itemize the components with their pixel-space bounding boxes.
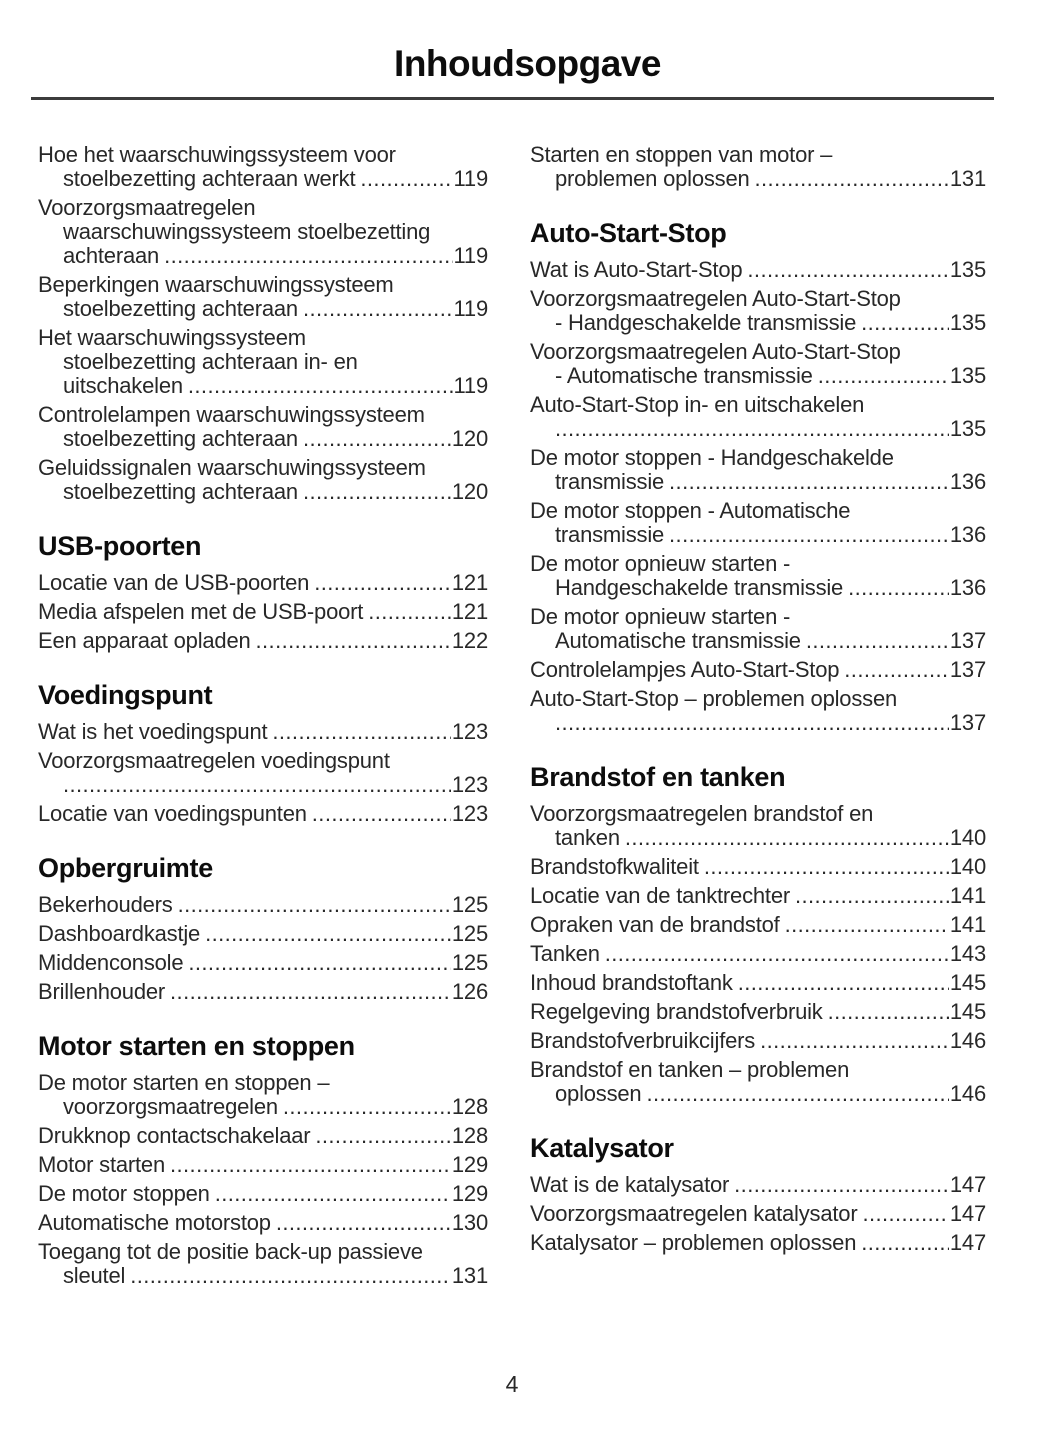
dot-leader: [848, 576, 949, 600]
toc-entry-text-line: De motor stoppen - Automatische: [530, 498, 851, 523]
page-number: 4: [505, 1371, 519, 1397]
dot-leader: [178, 893, 451, 917]
toc-page-ref: 128: [451, 1094, 488, 1119]
toc-entry-last-line: [38, 571, 488, 595]
section-heading: Opbergruimte: [38, 853, 213, 883]
toc-entry: [38, 456, 488, 504]
dot-leader: [256, 629, 451, 653]
toc-entry-text-line: Voorzorgsmaatregelen Auto-Start-Stop: [530, 286, 901, 311]
toc-entry: [530, 143, 986, 191]
toc-column-right: [530, 143, 986, 1293]
toc-page-ref: 145: [949, 999, 986, 1024]
toc-entry: [38, 403, 488, 451]
toc-entry-title: Een apparaat opladen: [38, 628, 251, 653]
toc-entry-title: Media afspelen met de USB-poort: [38, 599, 364, 624]
toc-page-ref: 131: [949, 166, 986, 191]
toc-entry: [530, 393, 986, 441]
toc-entry: [38, 1124, 488, 1148]
toc-entry-last-line: [530, 1000, 986, 1024]
toc-entry-last-line: [530, 1082, 986, 1106]
toc-entry: [38, 571, 488, 595]
toc-entry: [38, 922, 488, 946]
toc-entry-last-line: [38, 951, 488, 975]
toc-entry-last-line: [38, 297, 488, 321]
toc-entry-text-line: De motor opnieuw starten -: [530, 551, 791, 576]
dot-leader: [646, 1082, 948, 1106]
toc-entry-last-line: [38, 922, 488, 946]
toc-page-ref: 146: [949, 1028, 986, 1053]
toc-entry-last-line: [38, 980, 488, 1004]
dot-leader: [360, 167, 452, 191]
toc-page-ref: 136: [949, 575, 986, 600]
page-title: Inhoudsopgave: [394, 43, 661, 84]
dot-leader: [861, 1231, 949, 1255]
toc-entry-title: Motor starten: [38, 1152, 166, 1177]
toc-entry-last-line: [530, 523, 986, 547]
dot-leader: [170, 980, 451, 1004]
toc-entry-last-line: [530, 470, 986, 494]
dot-leader: [861, 311, 949, 335]
toc-page-ref: 136: [949, 522, 986, 547]
toc-page-ref: 137: [949, 657, 986, 682]
toc-entry-title: Voorzorgsmaatregelen katalysator: [530, 1201, 858, 1226]
toc-entry-title: sleutel: [63, 1263, 126, 1288]
toc-entry-title: Opraken van de brandstof: [530, 912, 780, 937]
toc-entry-last-line: [38, 480, 488, 504]
section-heading: USB-poorten: [38, 531, 202, 561]
toc-entry: [38, 980, 488, 1004]
toc-entry-title: stoelbezetting achteraan: [63, 426, 298, 451]
dot-leader: [314, 571, 451, 595]
section-heading: Brandstof en tanken: [530, 762, 786, 792]
dot-leader: [272, 720, 451, 744]
toc-entry-text-line: Het waarschuwingssysteem: [38, 325, 306, 350]
toc-entry-last-line: [38, 600, 488, 624]
toc-page-ref: 147: [949, 1230, 986, 1255]
toc-entry-title: Wat is Auto-Start-Stop: [530, 257, 743, 282]
toc-entry-last-line: [530, 942, 986, 966]
toc-entry-title: Wat is het voedingspunt: [38, 719, 268, 744]
toc-entry-title: problemen oplossen: [555, 166, 750, 191]
dot-leader: [276, 1211, 451, 1235]
toc-entry: [530, 884, 986, 908]
toc-entry: [38, 629, 488, 653]
toc-entry-last-line: [38, 802, 488, 826]
toc-entry: [38, 749, 488, 797]
toc-entry-last-line: [530, 364, 986, 388]
dot-leader: [738, 971, 949, 995]
title-divider: [31, 97, 994, 100]
toc-entry: [530, 1231, 986, 1255]
toc-entry-title: Inhoud brandstoftank: [530, 970, 733, 995]
toc-page-ref: 137: [949, 710, 986, 735]
toc-page-ref: 147: [949, 1172, 986, 1197]
toc-entry-title: Dashboardkastje: [38, 921, 201, 946]
toc-entry-text-line: Auto-Start-Stop in- en uitschakelen: [530, 392, 865, 417]
toc-entry: [38, 1071, 488, 1119]
toc-page-ref: 135: [949, 416, 986, 441]
toc-entry: [530, 605, 986, 653]
dot-leader: [669, 523, 949, 547]
toc-entry-last-line: [38, 427, 488, 451]
toc-entry: [530, 287, 986, 335]
toc-page-ref: 120: [451, 479, 488, 504]
toc-entry-last-line: [38, 629, 488, 653]
toc-entry-title: Brillenhouder: [38, 979, 166, 1004]
toc-entry-last-line: [38, 1124, 488, 1148]
dot-leader: [368, 600, 451, 624]
toc-entry-text-line: De motor opnieuw starten -: [530, 604, 791, 629]
toc-entry: [530, 802, 986, 850]
dot-leader: [806, 629, 949, 653]
toc-entry: [38, 326, 488, 398]
toc-entry-last-line: [530, 658, 986, 682]
toc-entry: [530, 1173, 986, 1197]
toc-page-ref: 125: [451, 892, 488, 917]
toc-entry-text-line: De motor starten en stoppen –: [38, 1070, 330, 1095]
toc-entry-title: transmissie: [555, 522, 665, 547]
toc-page-ref: 140: [949, 825, 986, 850]
toc-page-ref: 125: [451, 950, 488, 975]
toc-page-ref: 135: [949, 310, 986, 335]
toc-entry: [38, 951, 488, 975]
dot-leader: [188, 951, 451, 975]
toc-entry-last-line: [38, 773, 488, 797]
toc-page-ref: 128: [451, 1123, 488, 1148]
toc-entry-text-line: Voorzorgsmaatregelen: [38, 195, 256, 220]
dot-leader: [785, 913, 949, 937]
dot-leader: [164, 244, 452, 268]
dot-leader: [734, 1173, 949, 1197]
dot-leader: [130, 1264, 451, 1288]
toc-entry-text-line: Voorzorgsmaatregelen voedingspunt: [38, 748, 390, 773]
toc-page-ref: 147: [949, 1201, 986, 1226]
dot-leader: [63, 773, 451, 797]
toc-page-ref: 125: [451, 921, 488, 946]
toc-entry-last-line: [530, 629, 986, 653]
toc-entry-title: tanken: [555, 825, 620, 850]
toc-entry-text-line: Controlelampen waarschuwingssysteem: [38, 402, 425, 427]
toc-entry-last-line: [38, 1095, 488, 1119]
toc-entry-last-line: [530, 1202, 986, 1226]
toc-entry-title: achteraan: [63, 243, 160, 268]
toc-entry: [530, 1000, 986, 1024]
toc-entry-last-line: [530, 576, 986, 600]
toc-entry-last-line: [530, 1231, 986, 1255]
toc-page-ref: 129: [451, 1152, 488, 1177]
toc-entry-text-line: Toegang tot de positie back-up passieve: [38, 1239, 423, 1264]
section-heading: Katalysator: [530, 1133, 674, 1163]
toc-page-ref: 121: [451, 570, 488, 595]
toc-entry-text-line: Voorzorgsmaatregelen brandstof en: [530, 801, 874, 826]
toc-entry-title: Regelgeving brandstofverbruik: [530, 999, 823, 1024]
dot-leader: [555, 711, 949, 735]
toc-entry-title: transmissie: [555, 469, 665, 494]
toc-entry-last-line: [38, 244, 488, 268]
toc-entry-title: Brandstofverbruikcijfers: [530, 1028, 756, 1053]
toc-page-ref: 119: [453, 296, 488, 321]
toc-page-ref: 135: [949, 257, 986, 282]
dot-leader: [669, 470, 949, 494]
toc-entry-last-line: [530, 311, 986, 335]
toc-entry: [530, 1202, 986, 1226]
toc-entry: [530, 687, 986, 735]
dot-leader: [605, 942, 949, 966]
toc-entry-title: stoelbezetting achteraan: [63, 296, 298, 321]
toc-entry-title: Locatie van de tanktrechter: [530, 883, 790, 908]
toc-page-ref: 141: [949, 912, 986, 937]
toc-entry-title: Locatie van de USB-poorten: [38, 570, 310, 595]
dot-leader: [170, 1153, 451, 1177]
dot-leader: [555, 417, 949, 441]
toc-entry: [38, 273, 488, 321]
toc-entry-text-line: waarschuwingssysteem stoelbezetting: [63, 219, 431, 244]
toc-entry-title: oplossen: [555, 1081, 642, 1106]
toc-page-ref: 121: [451, 599, 488, 624]
toc-entry: [530, 1058, 986, 1106]
toc-page-ref: 119: [453, 166, 488, 191]
toc-page-ref: 123: [451, 801, 488, 826]
toc-columns: [0, 143, 1055, 1293]
toc-entry-text-line: Beperkingen waarschuwingssysteem: [38, 272, 394, 297]
dot-leader: [704, 855, 949, 879]
toc-entry-last-line: [38, 1264, 488, 1288]
toc-entry-text-line: Voorzorgsmaatregelen Auto-Start-Stop: [530, 339, 901, 364]
toc-column-left: [38, 143, 488, 1293]
dot-leader: [755, 167, 949, 191]
dot-leader: [303, 297, 453, 321]
dot-leader: [844, 658, 949, 682]
toc-entry: [530, 258, 986, 282]
section-heading: Voedingspunt: [38, 680, 213, 710]
toc-entry-last-line: [530, 884, 986, 908]
toc-page-ref: 123: [451, 719, 488, 744]
toc-entry-title: Locatie van voedingspunten: [38, 801, 307, 826]
dot-leader: [205, 922, 451, 946]
toc-entry-last-line: [530, 913, 986, 937]
toc-entry-title: De motor stoppen: [38, 1181, 210, 1206]
toc-entry: [38, 893, 488, 917]
toc-entry: [530, 552, 986, 600]
toc-entry-title: stoelbezetting achteraan werkt: [63, 166, 356, 191]
toc-entry-text-line: Geluidssignalen waarschuwingssysteem: [38, 455, 426, 480]
toc-page-ref: 119: [453, 243, 488, 268]
toc-entry-last-line: [530, 971, 986, 995]
toc-entry: [38, 802, 488, 826]
toc-page-ref: 126: [451, 979, 488, 1004]
toc-entry-last-line: [530, 258, 986, 282]
toc-entry: [38, 1153, 488, 1177]
toc-page-ref: 145: [949, 970, 986, 995]
toc-entry-text-line: Starten en stoppen van motor –: [530, 142, 833, 167]
toc-page-ref: 122: [451, 628, 488, 653]
toc-entry-last-line: [38, 1182, 488, 1206]
toc-entry-last-line: [530, 1173, 986, 1197]
toc-entry-title: - Handgeschakelde transmissie: [555, 310, 857, 335]
toc-entry-last-line: [38, 1211, 488, 1235]
dot-leader: [862, 1202, 948, 1226]
toc-entry-title: Automatische motorstop: [38, 1210, 271, 1235]
toc-entry-last-line: [530, 1029, 986, 1053]
toc-entry-text-line: Hoe het waarschuwingssysteem voor: [38, 142, 396, 167]
toc-entry-last-line: [530, 855, 986, 879]
dot-leader: [303, 480, 451, 504]
section-heading: Motor starten en stoppen: [38, 1031, 355, 1061]
dot-leader: [828, 1000, 949, 1024]
dot-leader: [625, 826, 949, 850]
toc-entry-last-line: [38, 374, 488, 398]
toc-entry: [38, 143, 488, 191]
toc-page-ref: 130: [451, 1210, 488, 1235]
toc-page-ref: 123: [451, 772, 488, 797]
toc-entry-text-line: Auto-Start-Stop – problemen oplossen: [530, 686, 898, 711]
toc-page-ref: 136: [949, 469, 986, 494]
toc-entry: [38, 1211, 488, 1235]
toc-page-ref: 129: [451, 1181, 488, 1206]
toc-page-ref: 135: [949, 363, 986, 388]
toc-entry: [530, 658, 986, 682]
dot-leader: [760, 1029, 949, 1053]
toc-entry-last-line: [38, 1153, 488, 1177]
toc-entry-title: Middenconsole: [38, 950, 184, 975]
dot-leader: [312, 802, 451, 826]
toc-entry-title: Controlelampjes Auto-Start-Stop: [530, 657, 840, 682]
toc-entry-title: Tanken: [530, 941, 600, 966]
toc-entry-text-line: stoelbezetting achteraan in- en: [63, 349, 358, 374]
toc-entry-last-line: [38, 720, 488, 744]
toc-entry-last-line: [530, 167, 986, 191]
toc-entry-title: - Automatische transmissie: [555, 363, 813, 388]
toc-entry-text-line: Brandstof en tanken – problemen: [530, 1057, 850, 1082]
toc-entry: [38, 1182, 488, 1206]
toc-entry-last-line: [38, 893, 488, 917]
toc-entry-title: Wat is de katalysator: [530, 1172, 730, 1197]
toc-entry-title: Handgeschakelde transmissie: [555, 575, 844, 600]
toc-page-ref: 119: [453, 373, 488, 398]
toc-entry: [530, 855, 986, 879]
dot-leader: [283, 1095, 451, 1119]
toc-page-ref: 141: [949, 883, 986, 908]
dot-leader: [747, 258, 948, 282]
toc-page-ref: 143: [949, 941, 986, 966]
toc-entry-title: Katalysator – problemen oplossen: [530, 1230, 857, 1255]
toc-entry-text-line: De motor stoppen - Handgeschakelde: [530, 445, 894, 470]
toc-page-ref: 120: [451, 426, 488, 451]
dot-leader: [188, 374, 453, 398]
toc-entry: [530, 499, 986, 547]
toc-entry-title: Automatische transmissie: [555, 628, 801, 653]
toc-entry-last-line: [530, 417, 986, 441]
toc-entry-last-line: [530, 826, 986, 850]
dot-leader: [303, 427, 451, 451]
toc-entry-title: Brandstofkwaliteit: [530, 854, 699, 879]
section-heading: Auto-Start-Stop: [530, 218, 727, 248]
dot-leader: [215, 1182, 451, 1206]
toc-entry: [530, 913, 986, 937]
dot-leader: [315, 1124, 451, 1148]
toc-entry: [38, 720, 488, 744]
toc-page-ref: 131: [451, 1263, 488, 1288]
toc-entry-last-line: [38, 167, 488, 191]
toc-entry: [38, 1240, 488, 1288]
toc-entry-title: uitschakelen: [63, 373, 183, 398]
toc-entry: [530, 1029, 986, 1053]
dot-leader: [818, 364, 949, 388]
toc-entry-title: Bekerhouders: [38, 892, 173, 917]
toc-entry: [530, 446, 986, 494]
dot-leader: [795, 884, 949, 908]
toc-entry: [530, 340, 986, 388]
toc-entry: [38, 600, 488, 624]
toc-page-ref: 140: [949, 854, 986, 879]
toc-page-ref: 146: [949, 1081, 986, 1106]
toc-entry: [38, 196, 488, 268]
toc-entry: [530, 942, 986, 966]
toc-entry-title: stoelbezetting achteraan: [63, 479, 298, 504]
toc-entry-last-line: [530, 711, 986, 735]
toc-entry-title: Drukknop contactschakelaar: [38, 1123, 311, 1148]
toc-page-ref: 137: [949, 628, 986, 653]
toc-entry: [530, 971, 986, 995]
toc-entry-title: voorzorgsmaatregelen: [63, 1094, 278, 1119]
